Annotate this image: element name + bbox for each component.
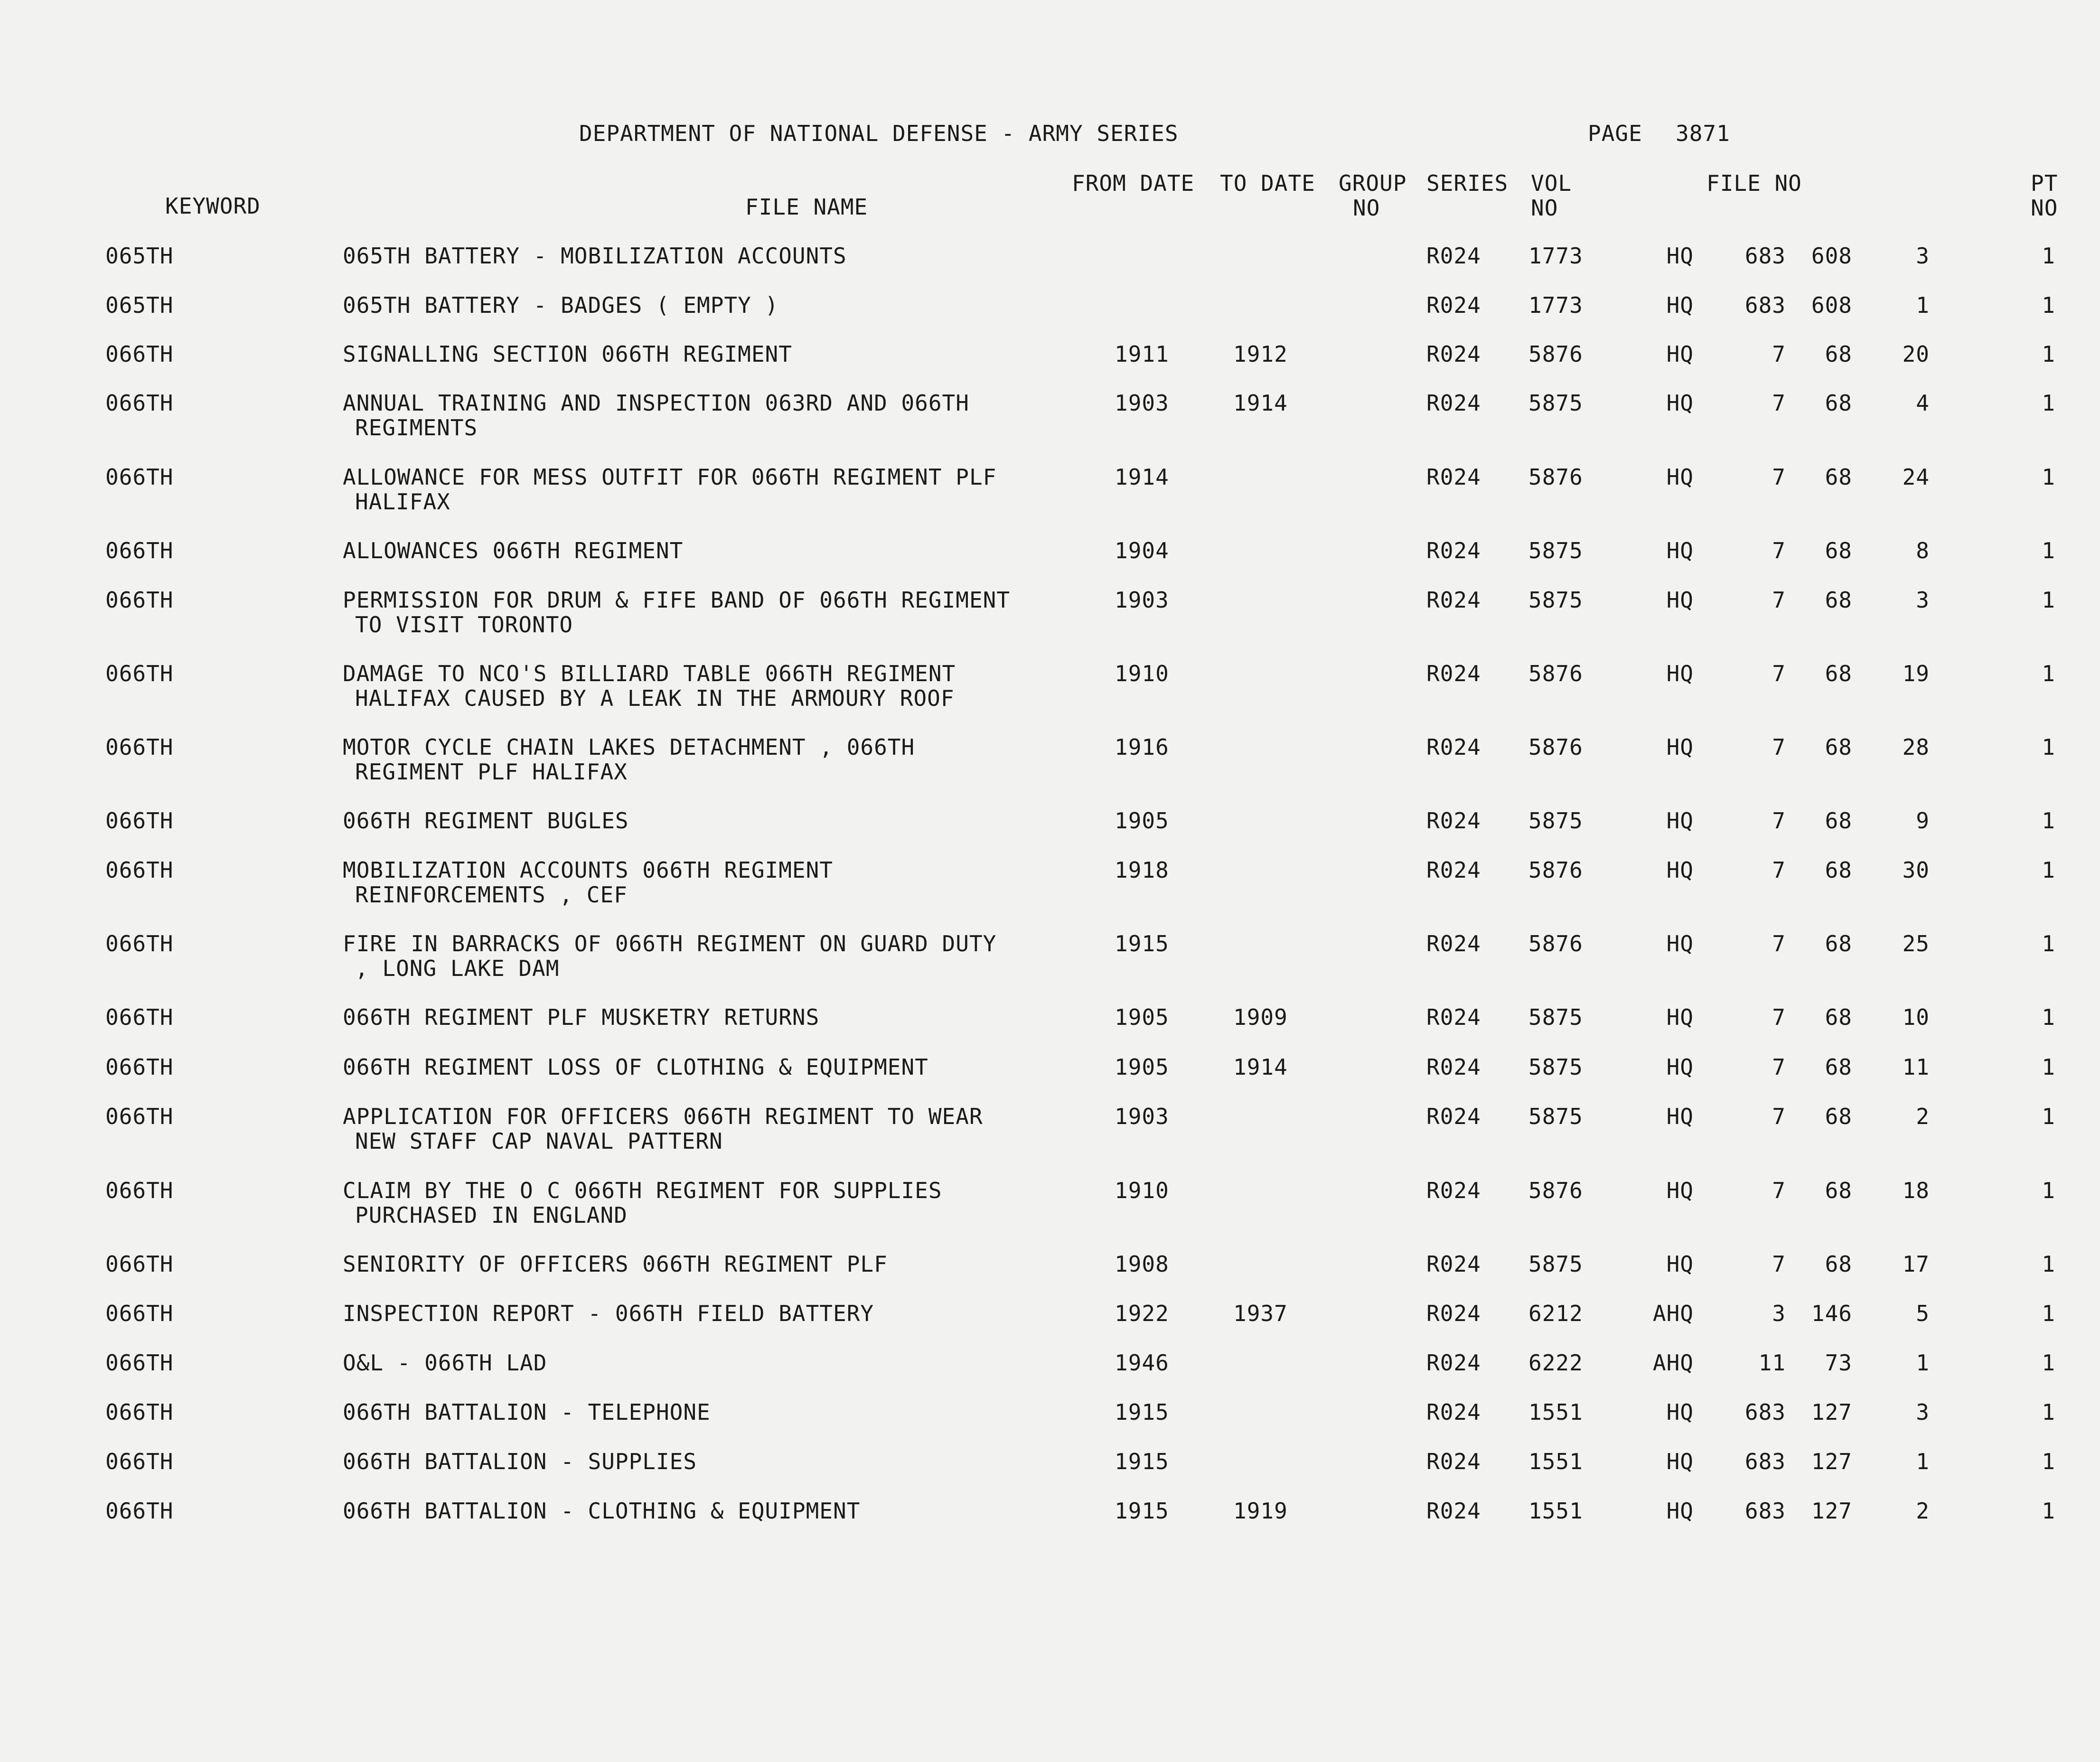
file-name-cell: ALLOWANCE FOR MESS OUTFIT FOR 066TH REGIMENT PLF [343, 464, 997, 490]
file-no-part1-cell: 7 [1772, 1178, 1786, 1203]
file-no-part1-cell: 7 [1772, 1004, 1786, 1030]
series-cell: R024 [1426, 538, 1481, 563]
from-date-cell: 1914 [1115, 464, 1169, 490]
file-no-part1-cell: 3 [1772, 1301, 1786, 1326]
file-no-part2-cell: 68 [1825, 808, 1852, 834]
file-no-part3-cell: 17 [1902, 1251, 1930, 1277]
file-name-continuation-cell: , LONG LAKE DAM [355, 956, 560, 981]
file-no-office-cell: HQ [1666, 292, 1694, 318]
series-cell: R024 [1426, 1004, 1481, 1030]
file-no-part2-cell: 68 [1825, 464, 1852, 490]
vol-no-cell: 5875 [1528, 390, 1583, 416]
series-cell: R024 [1426, 857, 1481, 883]
file-no-part3-cell: 1 [1916, 1350, 1930, 1376]
file-no-part2-cell: 68 [1825, 1004, 1852, 1030]
col-header-pt-no: NO [2031, 195, 2058, 221]
from-date-cell: 1911 [1115, 341, 1169, 367]
file-name-continuation-cell: HALIFAX [355, 489, 450, 515]
from-date-cell: 1922 [1115, 1301, 1169, 1326]
file-name-cell: FIRE IN BARRACKS OF 066TH REGIMENT ON GUARD DUTY [343, 931, 997, 956]
series-cell: R024 [1426, 243, 1481, 269]
file-no-part1-cell: 7 [1772, 1104, 1786, 1129]
keyword-cell: 066TH [105, 1399, 174, 1425]
to-date-cell: 1914 [1233, 390, 1288, 416]
file-no-office-cell: HQ [1666, 587, 1694, 613]
file-name-cell: INSPECTION REPORT - 066TH FIELD BATTERY [343, 1301, 874, 1326]
col-header-from-date: FROM DATE [1072, 170, 1195, 196]
file-no-office-cell: HQ [1666, 734, 1694, 760]
file-name-cell: 066TH REGIMENT BUGLES [343, 808, 629, 834]
col-header-to-date: TO DATE [1220, 170, 1315, 196]
vol-no-cell: 5875 [1528, 1251, 1583, 1277]
file-no-part1-cell: 7 [1772, 1251, 1786, 1277]
file-no-part2-cell: 68 [1825, 661, 1852, 686]
file-no-part3-cell: 3 [1916, 1399, 1930, 1425]
keyword-cell: 065TH [105, 243, 174, 269]
file-no-part2-cell: 127 [1811, 1449, 1852, 1474]
from-date-cell: 1904 [1115, 538, 1169, 563]
from-date-cell: 1903 [1115, 587, 1169, 613]
file-name-cell: 066TH BATTALION - SUPPLIES [343, 1449, 697, 1474]
file-no-part2-cell: 73 [1825, 1350, 1852, 1376]
vol-no-cell: 5876 [1528, 464, 1583, 490]
file-no-part1-cell: 683 [1744, 243, 1786, 269]
file-no-part2-cell: 68 [1825, 1104, 1852, 1129]
pt-no-cell: 1 [2042, 1301, 2055, 1326]
file-no-part3-cell: 8 [1916, 538, 1930, 563]
series-cell: R024 [1426, 1301, 1481, 1326]
keyword-cell: 066TH [105, 464, 174, 490]
col-header-vol-no: NO [1531, 195, 1558, 221]
keyword-cell: 066TH [105, 390, 174, 416]
series-cell: R024 [1426, 587, 1481, 613]
file-no-part1-cell: 7 [1772, 538, 1786, 563]
file-no-office-cell: HQ [1666, 1178, 1694, 1203]
pt-no-cell: 1 [2042, 292, 2055, 318]
col-header-vol: VOL [1531, 170, 1572, 196]
pt-no-cell: 1 [2042, 243, 2055, 269]
keyword-cell: 066TH [105, 1178, 174, 1203]
from-date-cell: 1915 [1115, 1498, 1169, 1524]
col-header-group-no: NO [1353, 195, 1380, 221]
keyword-cell: 066TH [105, 1301, 174, 1326]
pt-no-cell: 1 [2042, 1449, 2055, 1474]
series-cell: R024 [1426, 734, 1481, 760]
file-name-cell: APPLICATION FOR OFFICERS 066TH REGIMENT TO WEAR [343, 1104, 983, 1129]
file-no-part1-cell: 7 [1772, 857, 1786, 883]
file-no-office-cell: HQ [1666, 661, 1694, 686]
file-name-cell: ANNUAL TRAINING AND INSPECTION 063RD AND 066TH [343, 390, 969, 416]
from-date-cell: 1915 [1115, 1449, 1169, 1474]
to-date-cell: 1912 [1233, 341, 1288, 367]
from-date-cell: 1903 [1115, 1104, 1169, 1129]
vol-no-cell: 5875 [1528, 587, 1583, 613]
keyword-cell: 066TH [105, 587, 174, 613]
file-name-cell: MOBILIZATION ACCOUNTS 066TH REGIMENT [343, 857, 833, 883]
file-name-cell: O&L - 066TH LAD [343, 1350, 547, 1376]
file-no-part3-cell: 30 [1902, 857, 1930, 883]
vol-no-cell: 5875 [1528, 538, 1583, 563]
file-no-office-cell: HQ [1666, 538, 1694, 563]
from-date-cell: 1918 [1115, 857, 1169, 883]
file-no-part2-cell: 608 [1811, 243, 1852, 269]
file-no-part2-cell: 68 [1825, 1251, 1852, 1277]
file-no-part3-cell: 2 [1916, 1498, 1930, 1524]
series-cell: R024 [1426, 464, 1481, 490]
pt-no-cell: 1 [2042, 587, 2055, 613]
file-no-part3-cell: 18 [1902, 1178, 1930, 1203]
file-no-part3-cell: 11 [1902, 1054, 1930, 1080]
vol-no-cell: 5876 [1528, 931, 1583, 956]
file-no-part1-cell: 7 [1772, 808, 1786, 834]
file-no-part2-cell: 127 [1811, 1399, 1852, 1425]
file-no-office-cell: HQ [1666, 808, 1694, 834]
file-no-part3-cell: 1 [1916, 1449, 1930, 1474]
file-name-cell: 066TH REGIMENT LOSS OF CLOTHING & EQUIPMENT [343, 1054, 928, 1080]
file-no-part1-cell: 7 [1772, 587, 1786, 613]
keyword-cell: 066TH [105, 1251, 174, 1277]
file-no-part2-cell: 68 [1825, 1054, 1852, 1080]
file-no-part2-cell: 68 [1825, 1178, 1852, 1203]
file-no-part1-cell: 683 [1744, 292, 1786, 318]
file-no-part3-cell: 4 [1916, 390, 1930, 416]
file-no-office-cell: HQ [1666, 464, 1694, 490]
file-no-part1-cell: 7 [1772, 341, 1786, 367]
file-name-continuation-cell: HALIFAX CAUSED BY A LEAK IN THE ARMOURY ROOF [355, 685, 955, 711]
file-name-continuation-cell: TO VISIT TORONTO [355, 612, 573, 637]
file-name-cell: MOTOR CYCLE CHAIN LAKES DETACHMENT , 066TH [343, 734, 915, 760]
file-name-cell: DAMAGE TO NCO'S BILLIARD TABLE 066TH REGIMENT [343, 661, 956, 686]
pt-no-cell: 1 [2042, 341, 2055, 367]
from-date-cell: 1905 [1115, 808, 1169, 834]
series-cell: R024 [1426, 1054, 1481, 1080]
file-no-part3-cell: 2 [1916, 1104, 1930, 1129]
pt-no-cell: 1 [2042, 1178, 2055, 1203]
keyword-cell: 066TH [105, 341, 174, 367]
file-no-part1-cell: 683 [1744, 1498, 1786, 1524]
file-no-part1-cell: 7 [1772, 1054, 1786, 1080]
file-no-part3-cell: 3 [1916, 243, 1930, 269]
series-cell: R024 [1426, 931, 1481, 956]
col-header-file-no: FILE NO [1706, 170, 1802, 196]
keyword-cell: 066TH [105, 857, 174, 883]
col-header-series: SERIES [1426, 170, 1509, 196]
file-no-part3-cell: 28 [1902, 734, 1930, 760]
file-no-part1-cell: 7 [1772, 464, 1786, 490]
vol-no-cell: 6212 [1528, 1301, 1583, 1326]
file-no-part3-cell: 9 [1916, 808, 1930, 834]
vol-no-cell: 5875 [1528, 808, 1583, 834]
file-no-office-cell: HQ [1666, 390, 1694, 416]
file-no-part1-cell: 7 [1772, 931, 1786, 956]
keyword-cell: 066TH [105, 1498, 174, 1524]
file-no-part3-cell: 19 [1902, 661, 1930, 686]
file-name-continuation-cell: NEW STAFF CAP NAVAL PATTERN [355, 1128, 723, 1154]
vol-no-cell: 6222 [1528, 1350, 1583, 1376]
to-date-cell: 1937 [1233, 1301, 1288, 1326]
from-date-cell: 1946 [1115, 1350, 1169, 1376]
file-name-continuation-cell: REGIMENTS [355, 415, 478, 440]
pt-no-cell: 1 [2042, 661, 2055, 686]
file-no-office-cell: HQ [1666, 1004, 1694, 1030]
file-no-part1-cell: 7 [1772, 390, 1786, 416]
file-name-cell: 066TH REGIMENT PLF MUSKETRY RETURNS [343, 1004, 820, 1030]
from-date-cell: 1905 [1115, 1054, 1169, 1080]
file-no-office-cell: HQ [1666, 931, 1694, 956]
file-no-part2-cell: 68 [1825, 341, 1852, 367]
vol-no-cell: 1551 [1528, 1498, 1583, 1524]
file-no-part2-cell: 146 [1811, 1301, 1852, 1326]
col-header-file-name: FILE NAME [745, 194, 868, 220]
from-date-cell: 1915 [1115, 931, 1169, 956]
page-label: PAGE [1588, 121, 1642, 146]
file-no-office-cell: HQ [1666, 1498, 1694, 1524]
series-cell: R024 [1426, 1449, 1481, 1474]
pt-no-cell: 1 [2042, 1399, 2055, 1425]
file-name-cell: 066TH BATTALION - TELEPHONE [343, 1399, 711, 1425]
keyword-cell: 066TH [105, 661, 174, 686]
file-no-part1-cell: 11 [1758, 1350, 1786, 1376]
file-no-part2-cell: 68 [1825, 931, 1852, 956]
from-date-cell: 1916 [1115, 734, 1169, 760]
keyword-cell: 066TH [105, 1449, 174, 1474]
vol-no-cell: 5876 [1528, 1178, 1583, 1203]
pt-no-cell: 1 [2042, 390, 2055, 416]
pt-no-cell: 1 [2042, 734, 2055, 760]
vol-no-cell: 5876 [1528, 857, 1583, 883]
pt-no-cell: 1 [2042, 464, 2055, 490]
pt-no-cell: 1 [2042, 1054, 2055, 1080]
series-cell: R024 [1426, 341, 1481, 367]
file-name-cell: PERMISSION FOR DRUM & FIFE BAND OF 066TH REGIMENT [343, 587, 1011, 613]
file-name-continuation-cell: PURCHASED IN ENGLAND [355, 1202, 628, 1228]
file-no-office-cell: HQ [1666, 1399, 1694, 1425]
file-no-office-cell: HQ [1666, 857, 1694, 883]
file-no-part3-cell: 10 [1902, 1004, 1930, 1030]
vol-no-cell: 5876 [1528, 734, 1583, 760]
file-name-continuation-cell: REGIMENT PLF HALIFAX [355, 759, 628, 785]
keyword-cell: 066TH [105, 538, 174, 563]
col-header-keyword: KEYWORD [165, 193, 261, 219]
from-date-cell: 1903 [1115, 390, 1169, 416]
pt-no-cell: 1 [2042, 1251, 2055, 1277]
vol-no-cell: 5875 [1528, 1104, 1583, 1129]
series-cell: R024 [1426, 808, 1481, 834]
pt-no-cell: 1 [2042, 857, 2055, 883]
vol-no-cell: 5876 [1528, 661, 1583, 686]
keyword-cell: 066TH [105, 931, 174, 956]
file-no-part3-cell: 20 [1902, 341, 1930, 367]
file-no-office-cell: HQ [1666, 341, 1694, 367]
file-name-cell: 065TH BATTERY - BADGES ( EMPTY ) [343, 292, 779, 318]
file-no-office-cell: HQ [1666, 243, 1694, 269]
vol-no-cell: 5875 [1528, 1004, 1583, 1030]
keyword-cell: 066TH [105, 734, 174, 760]
vol-no-cell: 1551 [1528, 1449, 1583, 1474]
file-no-part1-cell: 683 [1744, 1449, 1786, 1474]
file-no-office-cell: HQ [1666, 1054, 1694, 1080]
series-cell: R024 [1426, 1178, 1481, 1203]
file-no-part2-cell: 68 [1825, 538, 1852, 563]
from-date-cell: 1908 [1115, 1251, 1169, 1277]
file-no-office-cell: AHQ [1652, 1350, 1694, 1376]
file-name-cell: CLAIM BY THE O C 066TH REGIMENT FOR SUPPLIES [343, 1178, 942, 1203]
vol-no-cell: 1551 [1528, 1399, 1583, 1425]
keyword-cell: 066TH [105, 1350, 174, 1376]
from-date-cell: 1915 [1115, 1399, 1169, 1425]
vol-no-cell: 5876 [1528, 341, 1583, 367]
from-date-cell: 1910 [1115, 661, 1169, 686]
file-no-part3-cell: 25 [1902, 931, 1930, 956]
series-cell: R024 [1426, 1251, 1481, 1277]
to-date-cell: 1909 [1233, 1004, 1288, 1030]
file-no-part3-cell: 24 [1902, 464, 1930, 490]
vol-no-cell: 5875 [1528, 1054, 1583, 1080]
from-date-cell: 1905 [1115, 1004, 1169, 1030]
file-name-cell: 066TH BATTALION - CLOTHING & EQUIPMENT [343, 1498, 861, 1524]
pt-no-cell: 1 [2042, 931, 2055, 956]
series-cell: R024 [1426, 661, 1481, 686]
to-date-cell: 1919 [1233, 1498, 1288, 1524]
file-name-continuation-cell: REINFORCEMENTS , CEF [355, 882, 628, 908]
pt-no-cell: 1 [2042, 1350, 2055, 1376]
file-name-cell: SIGNALLING SECTION 066TH REGIMENT [343, 341, 792, 367]
file-no-part2-cell: 608 [1811, 292, 1852, 318]
col-header-pt: PT [2031, 170, 2058, 196]
pt-no-cell: 1 [2042, 808, 2055, 834]
pt-no-cell: 1 [2042, 1104, 2055, 1129]
file-no-part2-cell: 68 [1825, 390, 1852, 416]
pt-no-cell: 1 [2042, 1498, 2055, 1524]
file-name-cell: SENIORITY OF OFFICERS 066TH REGIMENT PLF [343, 1251, 888, 1277]
file-no-part3-cell: 1 [1916, 292, 1930, 318]
file-name-cell: 065TH BATTERY - MOBILIZATION ACCOUNTS [343, 243, 847, 269]
series-cell: R024 [1426, 1498, 1481, 1524]
file-no-part2-cell: 68 [1825, 734, 1852, 760]
file-no-office-cell: HQ [1666, 1104, 1694, 1129]
keyword-cell: 066TH [105, 1054, 174, 1080]
keyword-cell: 065TH [105, 292, 174, 318]
col-header-group: GROUP [1339, 170, 1407, 196]
file-no-part3-cell: 3 [1916, 587, 1930, 613]
series-cell: R024 [1426, 292, 1481, 318]
file-no-part2-cell: 68 [1825, 587, 1852, 613]
series-cell: R024 [1426, 1350, 1481, 1376]
vol-no-cell: 1773 [1528, 292, 1583, 318]
keyword-cell: 066TH [105, 1104, 174, 1129]
file-no-part2-cell: 127 [1811, 1498, 1852, 1524]
pt-no-cell: 1 [2042, 1004, 2055, 1030]
keyword-cell: 066TH [105, 808, 174, 834]
file-no-part1-cell: 7 [1772, 734, 1786, 760]
file-no-part1-cell: 683 [1744, 1399, 1786, 1425]
vol-no-cell: 1773 [1528, 243, 1583, 269]
page-number: 3871 [1676, 121, 1730, 146]
file-name-cell: ALLOWANCES 066TH REGIMENT [343, 538, 684, 563]
file-no-part2-cell: 68 [1825, 857, 1852, 883]
file-no-office-cell: HQ [1666, 1449, 1694, 1474]
keyword-cell: 066TH [105, 1004, 174, 1030]
series-cell: R024 [1426, 1399, 1481, 1425]
page-title: DEPARTMENT OF NATIONAL DEFENSE - ARMY SERIES [579, 121, 1179, 146]
series-cell: R024 [1426, 390, 1481, 416]
to-date-cell: 1914 [1233, 1054, 1288, 1080]
from-date-cell: 1910 [1115, 1178, 1169, 1203]
file-no-office-cell: AHQ [1652, 1301, 1694, 1326]
file-no-part3-cell: 5 [1916, 1301, 1930, 1326]
file-no-office-cell: HQ [1666, 1251, 1694, 1277]
pt-no-cell: 1 [2042, 538, 2055, 563]
file-no-part1-cell: 7 [1772, 661, 1786, 686]
series-cell: R024 [1426, 1104, 1481, 1129]
